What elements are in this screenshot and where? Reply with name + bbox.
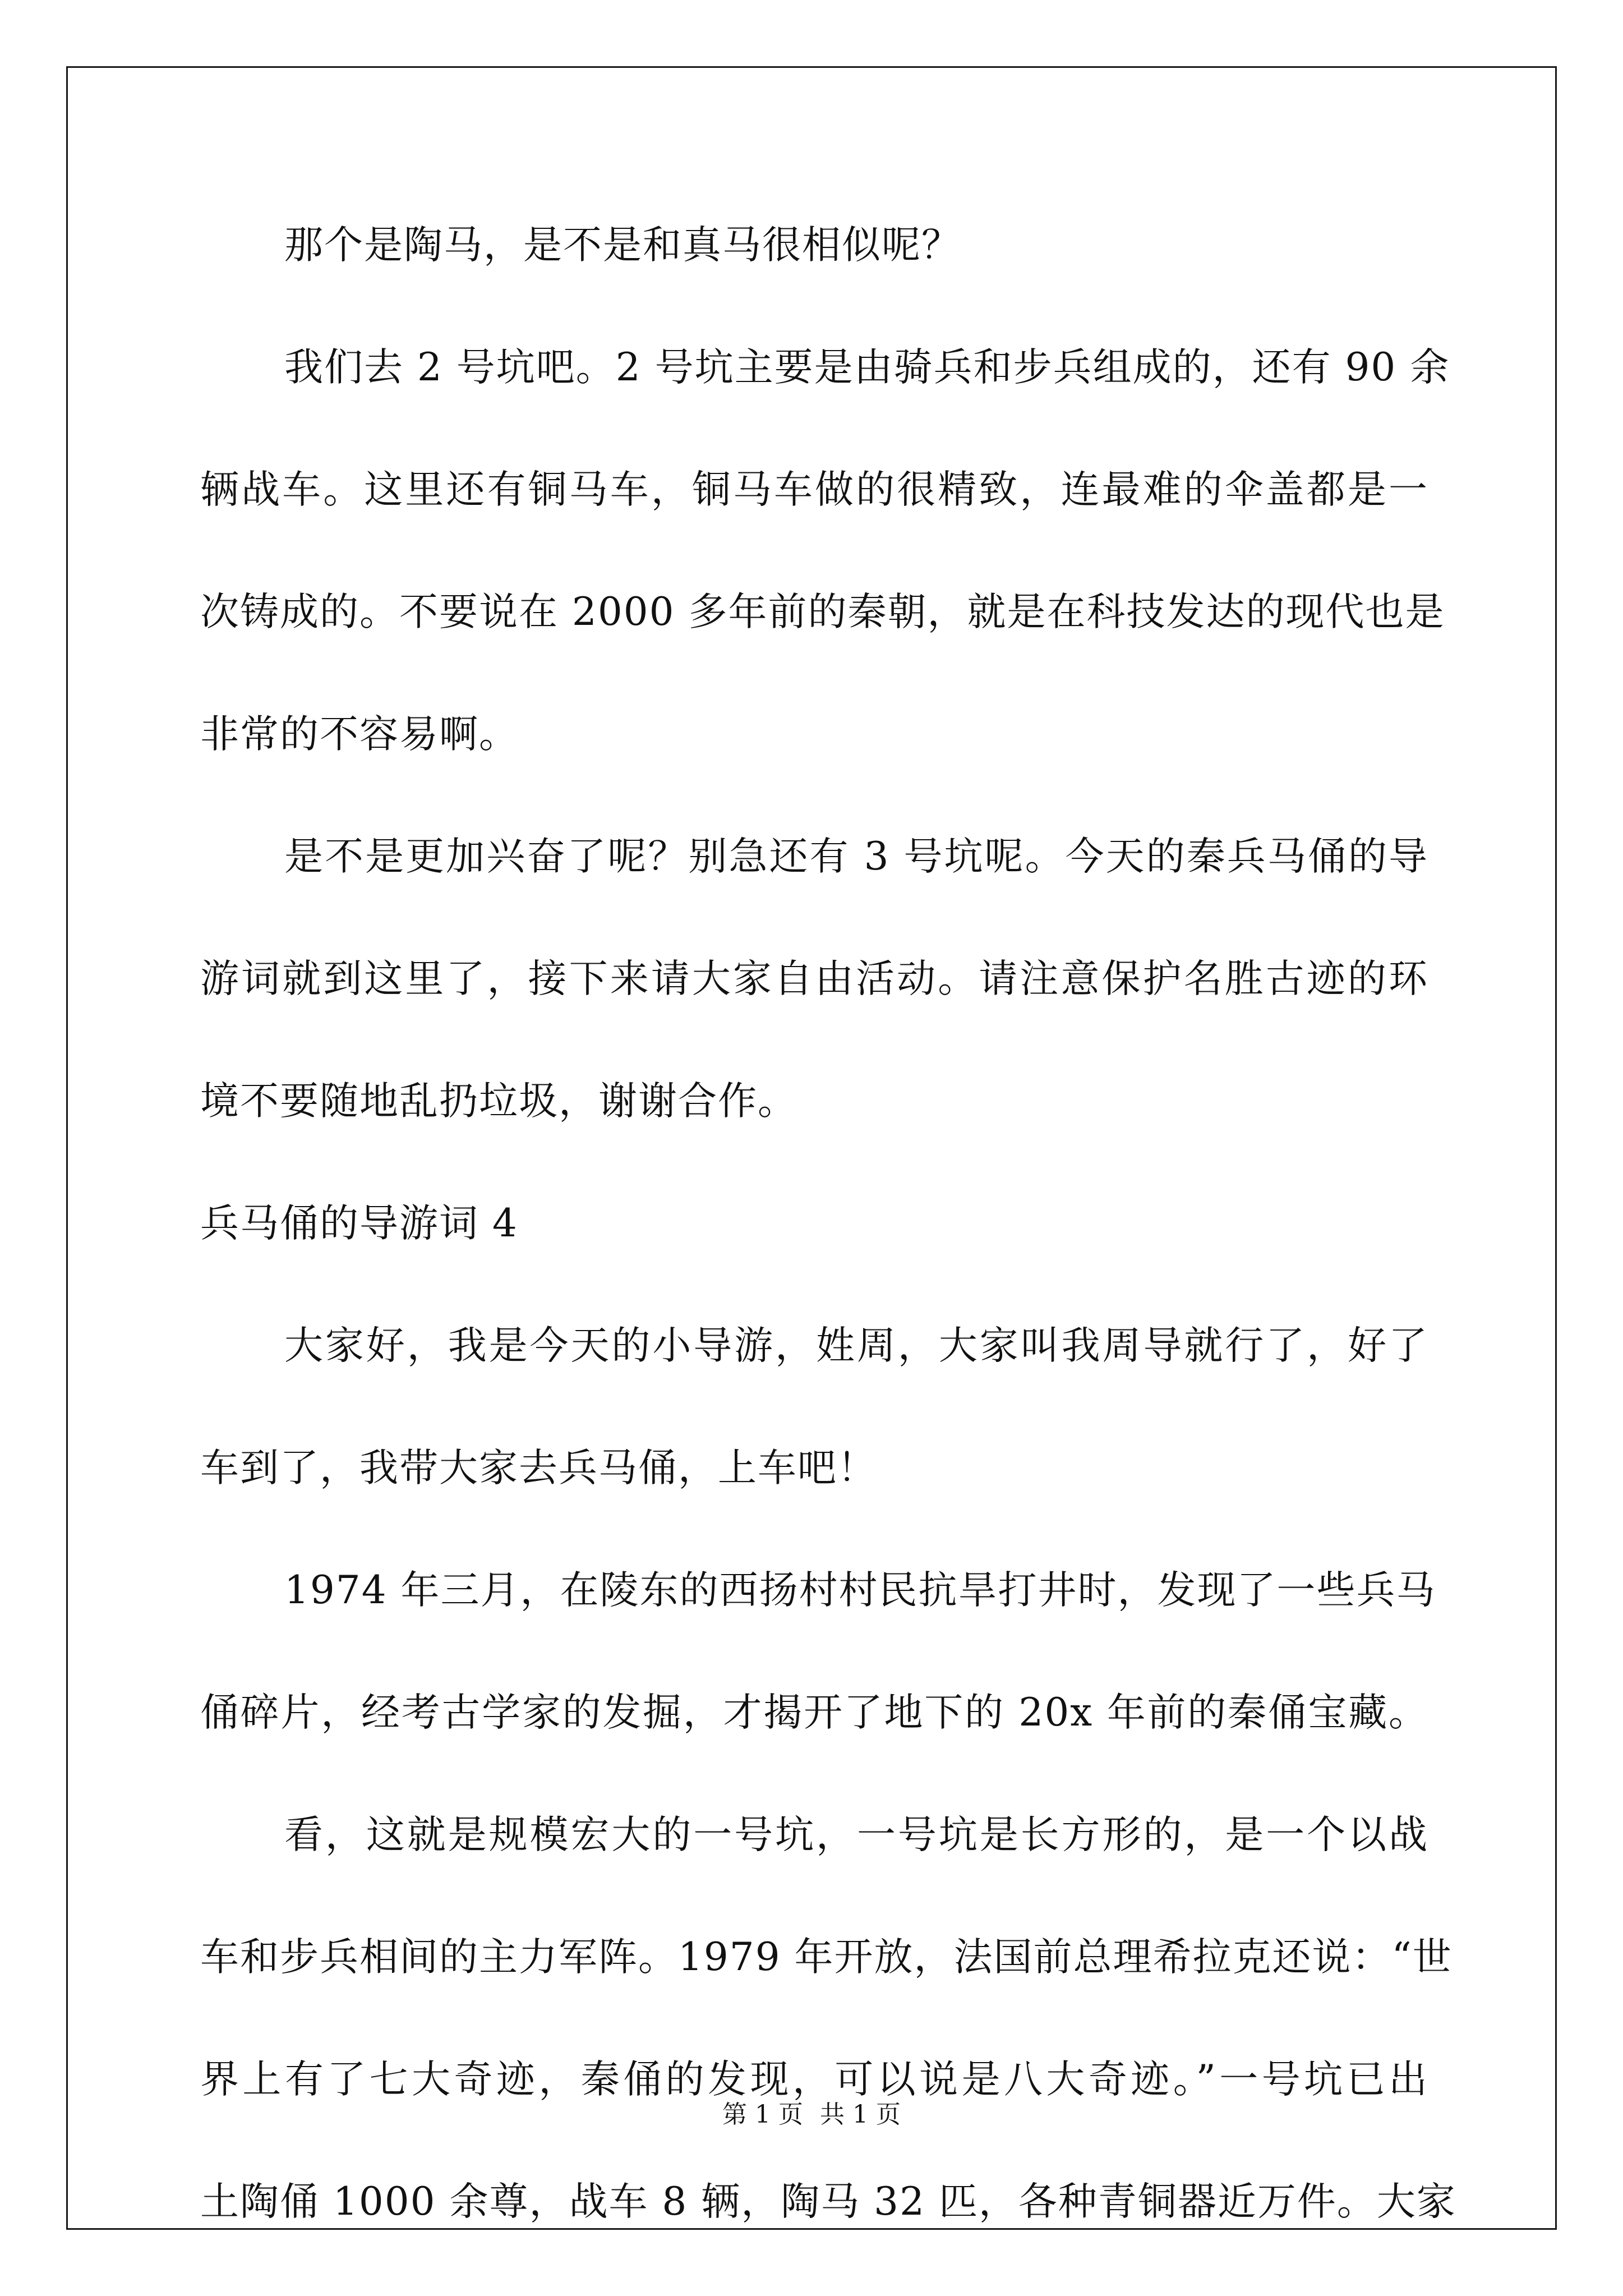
text-line: 土陶俑 1000 余尊，战车 8 辆，陶马 32 匹，各种青铜器近万件。大家 bbox=[200, 2179, 1456, 2224]
text-line: 1974 年三月，在陵东的西扬村村民抗旱打井时，发现了一些兵马 bbox=[284, 1568, 1436, 1613]
text-line: 辆战车。这里还有铜马车，铜马车做的很精致，连最难的伞盖都是一 bbox=[200, 467, 1428, 512]
text-line: 次铸成的。不要说在 2000 多年前的秦朝，就是在科技发达的现代也是 bbox=[200, 590, 1445, 634]
page-total: 共 1 页 bbox=[820, 2100, 901, 2129]
text-line: 我们去 2 号坑吧。2 号坑主要是由骑兵和步兵组成的，还有 90 余 bbox=[284, 345, 1450, 390]
text-line: 看，这就是规模宏大的一号坑，一号坑是长方形的，是一个以战 bbox=[284, 1812, 1428, 1857]
text-line: 是不是更加兴奋了呢？别急还有 3 号坑呢。今天的秦兵马俑的导 bbox=[284, 834, 1428, 879]
text-line: 那个是陶马，是不是和真马很相似呢？ bbox=[284, 223, 961, 268]
text-line: 界上有了七大奇迹，秦俑的发现，可以说是八大奇迹。”一号坑已出 bbox=[200, 2057, 1428, 2102]
page-number: 第 1 页 bbox=[722, 2100, 803, 2129]
text-line: 大家好，我是今天的小导游，姓周，大家叫我周导就行了，好了 bbox=[284, 1323, 1428, 1368]
text-line: 非常的不容易啊。 bbox=[200, 712, 519, 757]
section-heading: 兵马俑的导游词 4 bbox=[200, 1201, 518, 1246]
text-line: 俑碎片，经考古学家的发掘，才揭开了地下的 20x 年前的秦俑宝藏。 bbox=[200, 1690, 1428, 1735]
text-line: 车和步兵相间的主力军阵。1979 年开放，法国前总理希拉克还说：“世 bbox=[200, 1935, 1453, 1980]
text-line: 境不要随地乱扔垃圾，谢谢合作。 bbox=[200, 1079, 797, 1124]
page-footer bbox=[0, 2098, 1623, 2132]
text-line: 车到了，我带大家去兵马俑，上车吧！ bbox=[200, 1446, 877, 1490]
text-line: 游词就到这里了，接下来请大家自由活动。请注意保护名胜古迹的环 bbox=[200, 956, 1428, 1001]
